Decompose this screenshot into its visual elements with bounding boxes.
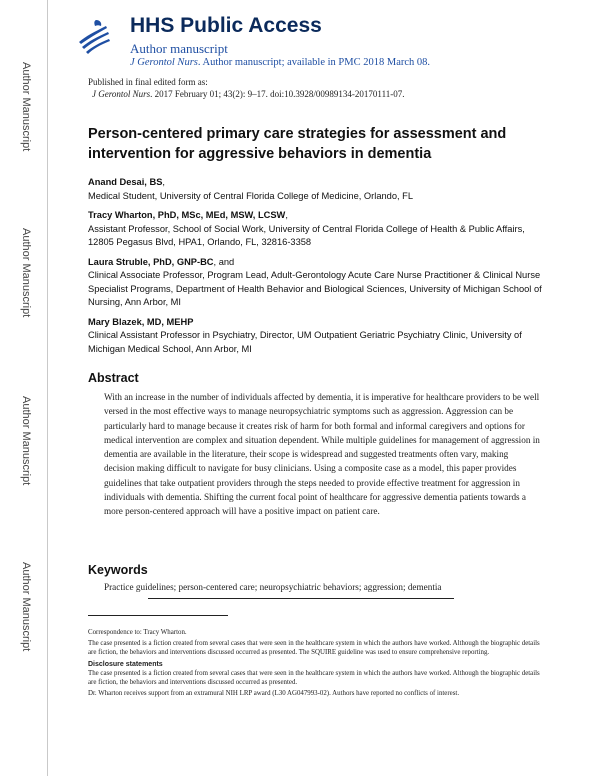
footnote-divider — [88, 615, 228, 616]
side-label-author-manuscript: Author Manuscript — [20, 228, 32, 318]
abstract-heading: Abstract — [88, 371, 139, 385]
footnotes — [88, 628, 548, 700]
publication-info — [88, 76, 404, 100]
case-note: The case presented is a fiction created from several cases that were seen in the healthcare system in which the authors have worked. Although the biographic details are fiction, the behaviors and interventions discussed occurred as presented. The SQUIRE guideline was used to ensure comprehensive reporting. — [88, 640, 540, 657]
author-affiliation: Assistant Professor, School of Social Work, University of Central Florida College of Health & Public Affairs, 12805 Pegasus Blvd, HPA1, Orlando, FL, 32816-3358 — [88, 223, 525, 247]
abstract-text: With an increase in the number of individuals affected by dementia, it is imperative for healthcare providers to be well versed in the most effective ways to manage neuropsychiatric symptoms such as aggression. Aggression can be particularly hard to manage because it creates risk of harm for both formal and informal caregivers and options for medical intervention are complex and situation dependent. While multiple guidelines for management of aggression in dementia are available in the literature, their scope is widespread and suggested treatments often vary, making decision making difficult to navigate for busy clinicians. Using a composite case as a model, this paper provides guidelines that take outpatient providers through the steps needed to provide effective treatment for aggression in individuals with dementia. Shifting the current focal point of healthcare for aggressive dementia patients towards a more person-centered approach will have a positive impact on patient care. — [104, 392, 540, 517]
journal-availability-line — [130, 57, 430, 68]
author-name: Tracy Wharton, PhD, MSc, MEd, MSW, LCSW — [88, 210, 286, 220]
author-entry — [88, 316, 548, 357]
author-affiliation: Clinical Assistant Professor in Psychiatry, Director, UM Outpatient Geriatric Psychiatry Clinic, University of Michigan Medical School, Ann Arbor, MI — [88, 330, 522, 354]
citation-details: . 2017 February 01; 43(2): 9–17. doi:10.3928/00989134-20170111-07. — [150, 89, 405, 99]
author-manuscript-subtitle: Author manuscript — [130, 41, 228, 56]
keywords-heading: Keywords — [88, 563, 148, 577]
author-name: Mary Blazek, MD, MEHP — [88, 316, 194, 327]
disclosure-case-note: The case presented is a fiction created from several cases that were seen in the healthcare system in which the authors have worked. Although the biographic details are fiction, the behaviors and interventions discussed occurred as presented. — [88, 669, 540, 687]
disclosure-support-note: Dr. Wharton receives support from an extramural NIH LRP award (L30 AG047993-02). Authors have reported no conflicts of interest. — [88, 690, 460, 698]
author-affiliation: Medical Student, University of Central Florida College of Medicine, Orlando, FL — [88, 190, 414, 201]
article-title: Person-centered primary care strategies for assessment and intervention for aggressive behaviors in dementia — [88, 126, 507, 162]
author-name: Anand Desai, BS — [88, 177, 163, 187]
author-suffix: , and — [213, 256, 235, 267]
citation-line — [88, 88, 404, 100]
correspondence-note: Correspondence to: Tracy Wharton. — [88, 629, 187, 636]
author-entry — [88, 209, 548, 250]
author-list — [88, 176, 548, 362]
margin-rule — [47, 0, 48, 776]
side-label-author-manuscript: Author Manuscript — [20, 396, 32, 486]
keywords-text: Practice guidelines; person-centered care; neuropsychiatric behaviors; aggression; dementia — [104, 582, 442, 592]
side-label-author-manuscript: Author Manuscript — [20, 62, 32, 152]
author-affiliation: Clinical Associate Professor, Program Lead, Adult-Gerontology Acute Care Nurse Practitioner & Clinical Nurse Specialist Programs, Department of Health Behavior and Biological Sciences, University of Michigan School of Nursing, Ann Arbor, MI — [88, 270, 542, 307]
availability-text: . Author manuscript; available in PMC 2018 March 08. — [197, 57, 431, 68]
hhs-eagle-logo-icon — [76, 16, 112, 58]
disclosure-heading: Disclosure statements — [88, 660, 163, 668]
author-entry — [88, 256, 548, 310]
author-suffix: , — [162, 177, 165, 187]
author-name: Laura Struble, PhD, GNP-BC — [88, 256, 214, 267]
journal-name[interactable]: J Gerontol Nurs — [130, 57, 198, 68]
keywords-divider — [148, 598, 454, 599]
author-suffix: , — [285, 210, 288, 220]
citation-journal: J Gerontol Nurs — [92, 89, 151, 99]
published-label: Published in final edited form as: — [88, 77, 208, 87]
left-margin — [0, 0, 48, 776]
hhs-public-access-title: HHS Public Access — [130, 14, 322, 37]
side-label-author-manuscript: Author Manuscript — [20, 562, 32, 652]
author-entry — [88, 176, 548, 203]
